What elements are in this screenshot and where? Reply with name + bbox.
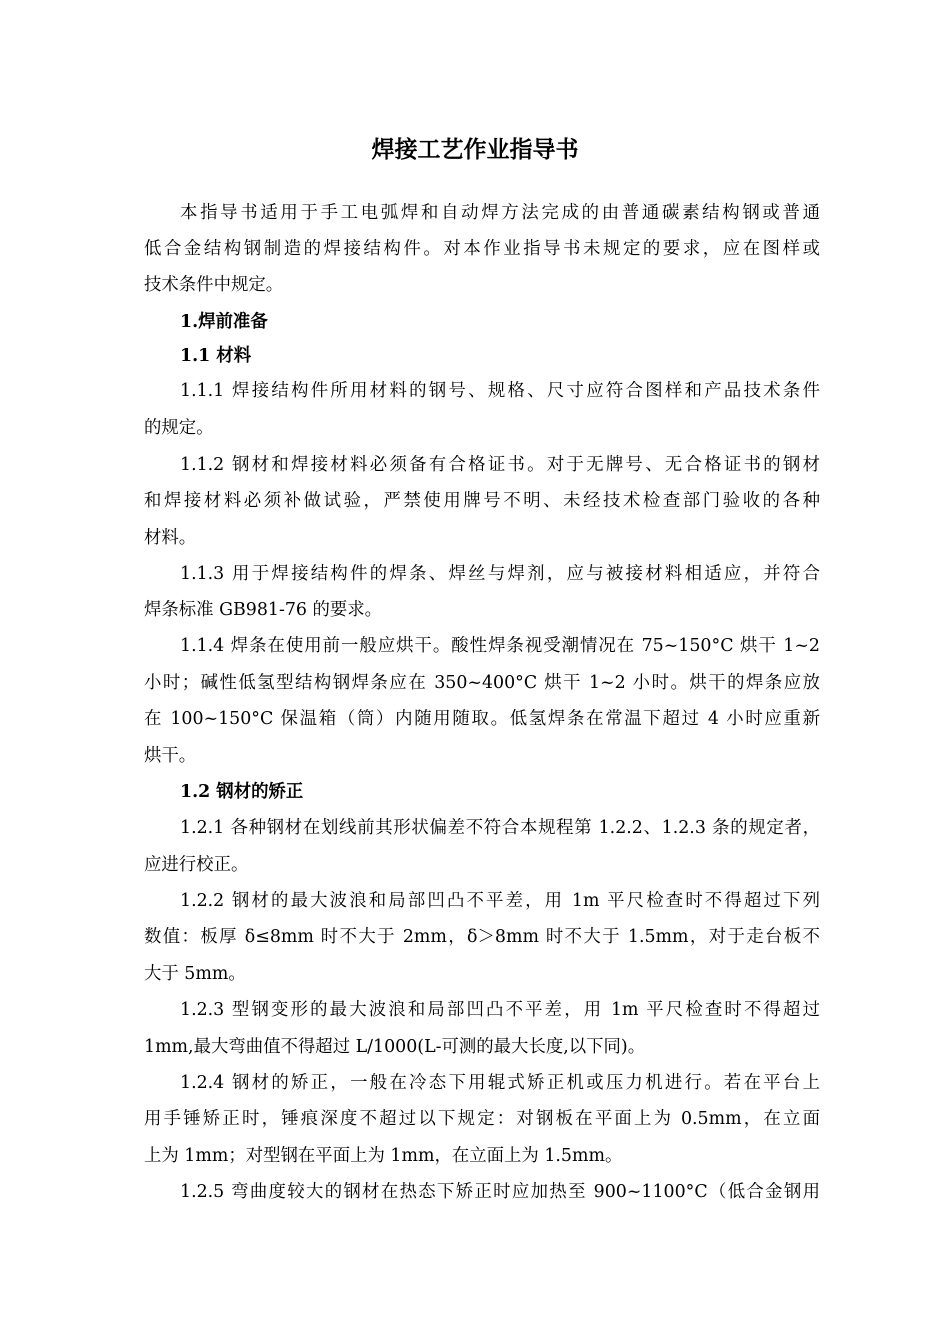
- paragraph-line: 1.1.1 焊接结构件所用材料的钢号、规格、尺寸应符合图样和产品技术条件: [180, 381, 820, 401]
- paragraph-line: 1.2.4 钢材的矫正，一般在冷态下用辊式矫正机或压力机进行。若在平台上: [180, 1073, 820, 1093]
- paragraph-line: 材料。: [144, 528, 197, 548]
- paragraph-line: 的规定。: [144, 418, 214, 438]
- paragraph-line: 1.2.5 弯曲度较大的钢材在热态下矫正时应加热至 900~1100°C（低合金钢用: [180, 1182, 820, 1202]
- paragraph-line: 和焊接材料必须补做试验，严禁使用牌号不明、未经技术检查部门验收的各种: [144, 491, 820, 511]
- paragraph-line: 应进行校正。: [144, 855, 249, 875]
- paragraph-line: 1.2.2 钢材的最大波浪和局部凹凸不平差，用 1m 平尺检查时不得超过下列: [180, 891, 820, 911]
- paragraph-line: 小时；碱性低氢型结构钢焊条应在 350~400°C 烘干 1~2 小时。烘干的焊条应放: [144, 673, 820, 693]
- paragraph-line: 1.1.4 焊条在使用前一般应烘干。酸性焊条视受潮情况在 75~150°C 烘干 1~2: [180, 636, 820, 656]
- paragraph-line: 上为 1mm；对型钢在平面上为 1mm，在立面上为 1.5mm。: [144, 1146, 623, 1166]
- paragraph-line: 本指导书适用于手工电弧焊和自动焊方法完成的由普通碳素结构钢或普通: [180, 203, 820, 223]
- paragraph-line: 在 100~150°C 保温箱（筒）内随用随取。低氢焊条在常温下超过 4 小时应重新: [144, 709, 820, 729]
- paragraph-line: 1.2.3 型钢变形的最大波浪和局部凹凸不平差，用 1m 平尺检查时不得超过: [180, 1000, 820, 1020]
- paragraph-line: 数值：板厚 δ≤8mm 时不大于 2mm，δ＞8mm 时不大于 1.5mm，对于走台板不: [144, 927, 820, 947]
- subsection-heading: 1.1 材料: [180, 346, 252, 366]
- paragraph-line: 1mm,最大弯曲值不得超过 L/1000(L-可测的最大长度,以下同)。: [144, 1037, 646, 1057]
- paragraph-line: 1.1.3 用于焊接结构件的焊条、焊丝与焊剂，应与被接材料相适应，并符合: [180, 564, 820, 584]
- section-heading: 1.焊前准备: [180, 312, 268, 332]
- paragraph-line: 低合金结构钢制造的焊接结构件。对本作业指导书未规定的要求，应在图样或: [144, 239, 820, 259]
- paragraph-line: 大于 5mm。: [144, 964, 246, 984]
- paragraph-line: 用手锤矫正时，锤痕深度不超过以下规定：对钢板在平面上为 0.5mm，在立面: [144, 1109, 820, 1129]
- document-title: 焊接工艺作业指导书: [371, 136, 579, 163]
- paragraph-line: 焊条标准 GB981-76 的要求。: [144, 600, 383, 620]
- paragraph-line: 烘干。: [144, 746, 197, 766]
- paragraph-line: 1.1.2 钢材和焊接材料必须备有合格证书。对于无牌号、无合格证书的钢材: [180, 455, 820, 475]
- paragraph-line: 技术条件中规定。: [144, 275, 284, 295]
- subsection-heading: 1.2 钢材的矫正: [180, 782, 304, 802]
- paragraph-line: 1.2.1 各种钢材在划线前其形状偏差不符合本规程第 1.2.2、1.2.3 条的规定者，: [180, 818, 820, 838]
